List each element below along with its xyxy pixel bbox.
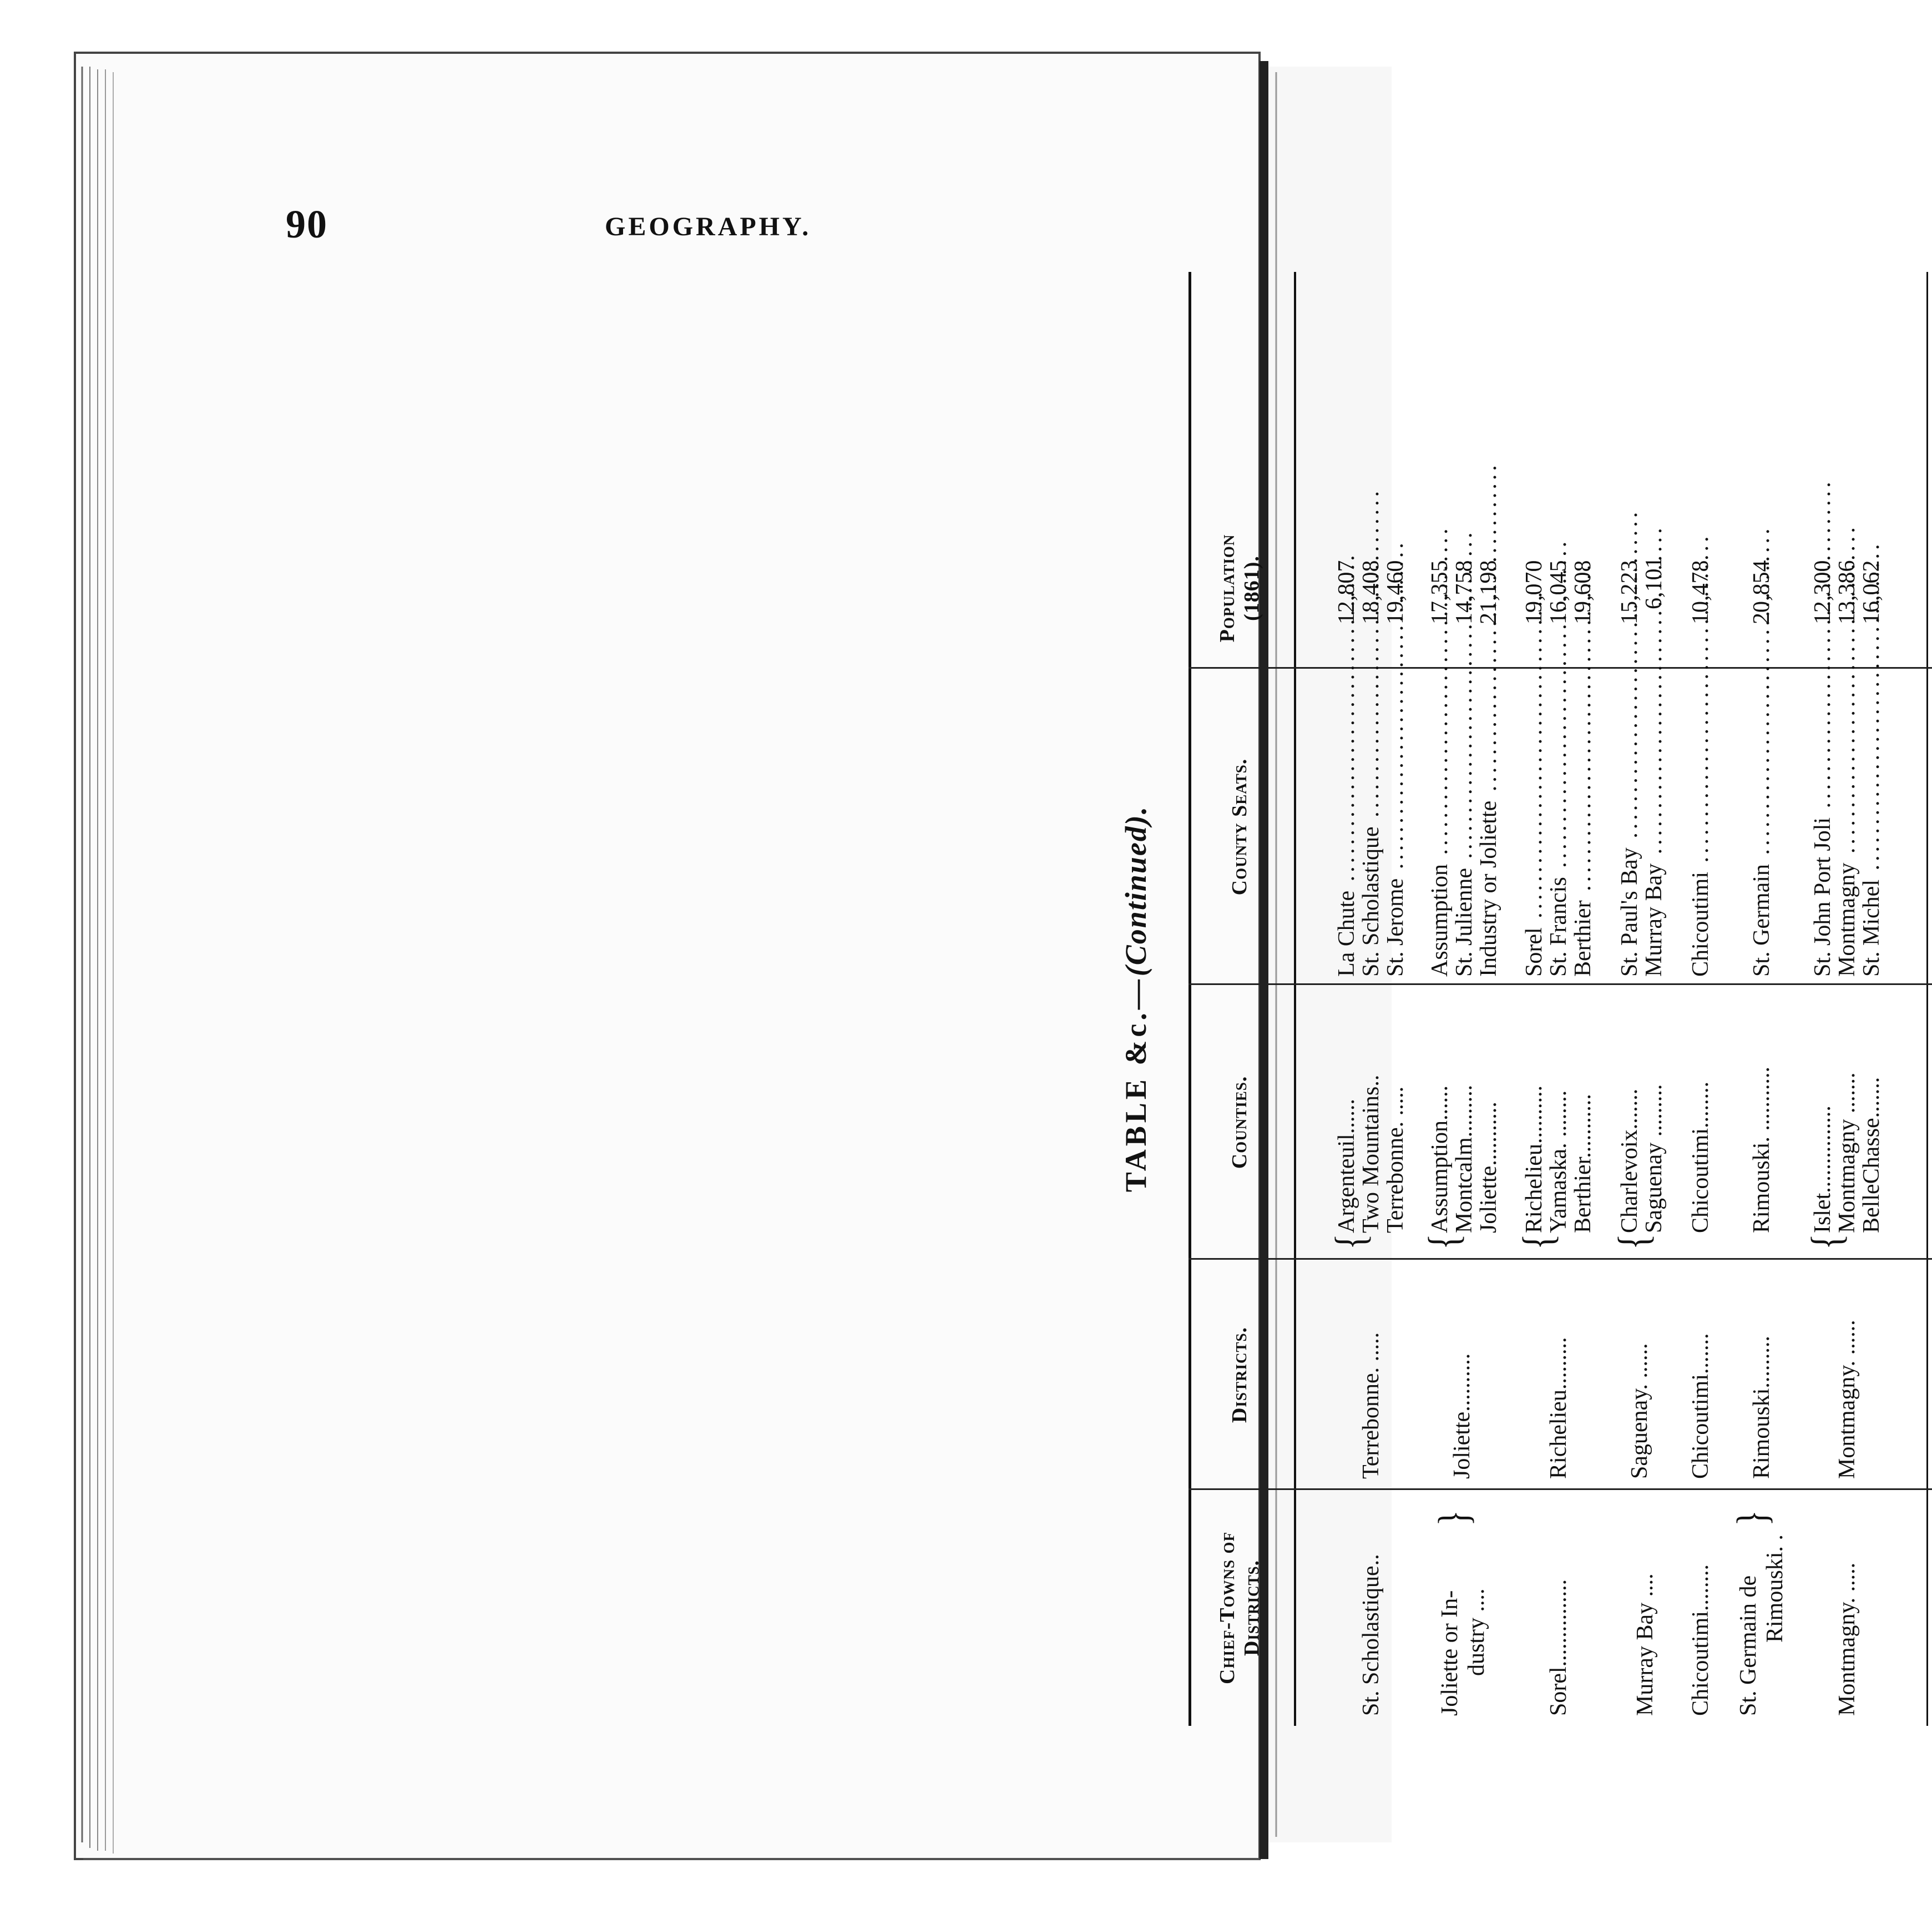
population-cell: 12,807 (1334, 560, 1359, 624)
header-districts: Districts. (1228, 1327, 1251, 1423)
column-divider (1188, 983, 1932, 985)
column-divider (1188, 1258, 1932, 1260)
left-brace-icon: { (1420, 1234, 1468, 1250)
county-seat-cell: Chicoutimi ..... (1688, 533, 1713, 977)
population-cell: 6,101 (1641, 557, 1667, 609)
header-chief-towns-line2: Districts. (1240, 1560, 1263, 1657)
county-seat-cell: Sorel ..... (1521, 589, 1547, 977)
county-cell: Joliette........... (1476, 1102, 1501, 1233)
county-cell: Assumption...... (1427, 1085, 1453, 1233)
district-cell: Joliette.......... (1449, 1353, 1475, 1479)
population-cell: 16,062 (1859, 560, 1884, 624)
left-brace-icon: { (1327, 1234, 1374, 1250)
district-cell: Montmagny. ...... (1834, 1320, 1860, 1479)
county-seat-cell: St. Germain ..... (1749, 526, 1774, 977)
county-seat-cell: Berthier ..... (1570, 562, 1596, 977)
header-population (1201, 508, 1278, 669)
county-cell: Saguenay ......... (1641, 1084, 1667, 1233)
table-caption-title: TABLE &c.— (1119, 976, 1152, 1193)
table-top-rule (1188, 272, 1191, 1726)
chief-town-cell-cont: Rimouski. . (1762, 1534, 1788, 1643)
population-cell: 15,223 (1617, 560, 1642, 624)
chief-town-cell: Montmagny. ..... (1834, 1562, 1860, 1716)
county-seat-cell: St. Paul's Bay ..... (1617, 509, 1642, 977)
county-cell: Montmagny ....... (1834, 1072, 1860, 1233)
chief-town-cell: St. Germain de (1736, 1575, 1761, 1716)
county-seat-cell: St. John Port Joli ..... (1810, 478, 1835, 977)
county-cell: Chicoutimi........ (1688, 1082, 1713, 1233)
header-population-line2: (1861). (1240, 555, 1263, 621)
header-population-line1: Population (1216, 534, 1239, 643)
right-brace-icon: } (1728, 1510, 1776, 1526)
population-cell: 19,608 (1570, 560, 1596, 624)
county-cell: Richelieu.......... (1521, 1085, 1547, 1233)
table-caption-continued: (Continued). (1119, 805, 1152, 977)
county-seat-cell: St. Julienne ..... (1451, 529, 1477, 977)
county-cell: Berthier........... (1570, 1094, 1596, 1233)
table-bottom-rule (1926, 272, 1928, 1726)
population-cell: 18,408 (1358, 560, 1384, 624)
chief-town-cell: Murray Bay .... (1632, 1573, 1658, 1716)
header-county-seats: County Seats. (1228, 758, 1251, 896)
chief-town-cell-cont: dustry .... (1464, 1588, 1489, 1676)
population-cell: 12,300 (1810, 560, 1835, 624)
county-cell: Yamaska. ........ (1546, 1090, 1571, 1233)
population-cell: 14,758 (1451, 560, 1477, 624)
population-cell: 13,386 (1834, 560, 1860, 624)
county-cell: Charlevoix....... (1617, 1088, 1642, 1233)
county-seat-cell: La Chute ..... (1334, 552, 1359, 977)
county-cell: BelleChasse....... (1859, 1077, 1884, 1233)
county-seat-cell: St. Francis ..... (1546, 538, 1571, 977)
district-cell: Terrebonne. ..... (1358, 1332, 1384, 1479)
rotated-table (1116, 272, 1926, 1726)
county-cell: Two Mountains.. (1358, 1074, 1384, 1233)
district-cell: Richelieu......... (1546, 1337, 1571, 1479)
page-number: 90 (286, 202, 328, 246)
chief-town-cell: Sorel............... (1546, 1579, 1571, 1716)
district-cell: Saguenay. ...... (1627, 1343, 1652, 1479)
population-cell: 19,070 (1521, 560, 1547, 624)
population-cell: 17,355 (1427, 560, 1453, 624)
county-cell: Terrebonne. ..... (1383, 1086, 1408, 1233)
county-seat-cell: Murray Bay ..... (1641, 524, 1667, 977)
population-cell: 19,460 (1383, 560, 1408, 624)
county-seat-cell: Montmagny ..... (1834, 524, 1860, 977)
chief-town-cell: Joliette or In- (1437, 1590, 1463, 1716)
county-seat-cell: Industry or Joliette ..... (1476, 462, 1501, 977)
right-brace-icon: } (1430, 1510, 1478, 1526)
county-seat-cell: St. Michel ..... (1859, 541, 1884, 977)
running-head: GEOGRAPHY. (605, 212, 812, 241)
county-cell: Islet............... (1810, 1105, 1835, 1233)
county-cell: Montcalm......... (1451, 1084, 1477, 1233)
left-brace-icon: { (1610, 1234, 1657, 1250)
header-counties: Counties. (1228, 1075, 1251, 1169)
county-seat-cell: St. Scholastique ..... (1358, 488, 1384, 977)
district-cell: Chicoutimi....... (1688, 1333, 1713, 1479)
column-divider (1188, 1488, 1932, 1490)
chief-town-cell: St. Scholastique.. (1358, 1554, 1384, 1716)
header-chief-towns (1201, 1490, 1278, 1726)
county-seat-cell: St. Jerome ..... (1383, 539, 1408, 977)
header-bottom-rule (1294, 272, 1296, 1726)
population-cell: 20,854 (1749, 560, 1774, 624)
county-seat-cell: Assumption ..... (1427, 525, 1453, 977)
population-cell: 16,045 (1546, 560, 1571, 624)
header-chief-towns-line1: Chief-Towns of (1216, 1532, 1239, 1684)
table-grid (1188, 272, 1932, 1726)
population-cell: 21,198 (1476, 560, 1501, 624)
county-cell: Rimouski. ........... (1749, 1067, 1774, 1233)
county-cell: Argenteuil...... (1334, 1099, 1359, 1233)
population-cell: 10,478 (1688, 560, 1713, 624)
left-brace-icon: { (1803, 1234, 1850, 1250)
chief-town-cell: Chicoutimi........ (1688, 1564, 1713, 1716)
left-brace-icon: { (1514, 1234, 1562, 1250)
district-cell: Rimouski......... (1749, 1336, 1774, 1479)
table-caption (1116, 272, 1155, 1726)
